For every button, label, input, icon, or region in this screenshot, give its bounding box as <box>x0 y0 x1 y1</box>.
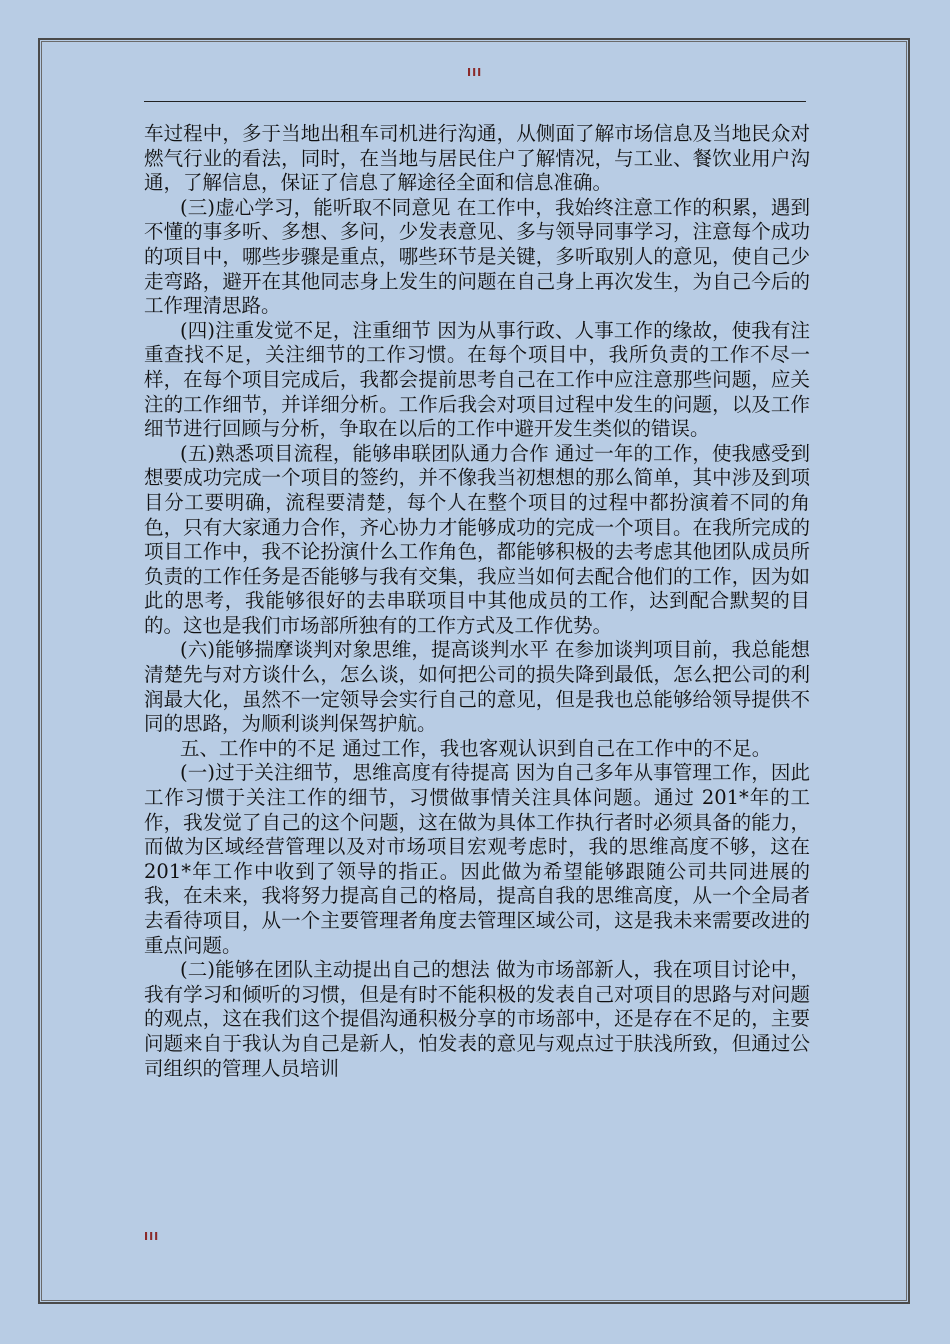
document-body <box>144 122 810 1081</box>
paragraph-section-6: (六)能够揣摩谈判对象思维，提高谈判水平 在参加谈判项目前，我总能想清楚先与对方谈什么，怎么谈，如何把公司的损失降到最低，怎么把公司的利润最大化，虽然不一定领导会实行自己的意见，但是我也总能够给领导提供不同的思路，为顺利谈判保驾护航。 <box>144 638 810 736</box>
paragraph-shortcoming-1: (一)过于关注细节，思维高度有待提高 因为自己多年从事管理工作，因此工作习惯于关注工作的细节，习惯做事情关注具体问题。通过 201*年的工作，我发觉了自己的这个问题，这在做为具体工作执行者时必须具备的能力，而做为区域经营管理以及对市场项目宏观考虑时，我的思维高度不够，这在 201*年工作中收到了领导的指正。因此做为希望能够跟随公司共同进展的我，在未来，我将努力提高自己的格局，提高自我的思维高度，从一个全局者去看待项目，从一个主要管理者角度去管理区域公司，这是我未来需要改进的重点问题。 <box>144 761 810 957</box>
header-rule <box>144 101 806 102</box>
paragraph-continuation: 车过程中，多于当地出租车司机进行沟通，从侧面了解市场信息及当地民众对燃气行业的看法，同时，在当地与居民住户了解情况，与工业、餐饮业用户沟通，了解信息，保证了信息了解途径全面和信息准确。 <box>144 122 810 195</box>
header-mark: III <box>467 66 483 79</box>
paragraph-shortcoming-2: (二)能够在团队主动提出自己的想法 做为市场部新人，我在项目讨论中，我有学习和倾听的习惯，但是有时不能积极的发表自己对项目的思路与对问题的观点，这在我们这个提倡沟通积极分享的市场部中，还是存在不足的，主要问题来自于我认为自己是新人，怕发表的意见与观点过于肤浅所致，但通过公司组织的管理人员培训 <box>144 958 810 1080</box>
paragraph-section-4: (四)注重发觉不足，注重细节 因为从事行政、人事工作的缘故，使我有注重查找不足，关注细节的工作习惯。在每个项目中，我所负责的工作不尽一样，在每个项目完成后，我都会提前思考自己在工作中应注意那些问题，应关注的工作细节，并详细分析。工作后我会对项目过程中发生的问题，以及工作细节进行回顾与分析，争取在以后的工作中避开发生类似的错误。 <box>144 318 810 441</box>
footer-mark: III <box>144 1230 160 1243</box>
paragraph-section-3: (三)虚心学习，能听取不同意见 在工作中，我始终注意工作的积累，遇到不懂的事多听、多想、多问，少发表意见、多与领导同事学习，注意每个成功的项目中，哪些步骤是重点，哪些环节是关键，多听取别人的意见，使自己少走弯路，避开在其他同志身上发生的问题在自己身上再次发生，为自己今后的工作理清思路。 <box>144 195 810 318</box>
paragraph-shortcomings-heading: 五、工作中的不足 通过工作，我也客观认识到自己在工作中的不足。 <box>180 736 772 760</box>
paragraph-section-5: (五)熟悉项目流程，能够串联团队通力合作 通过一年的工作，使我感受到想要成功完成一个项目的签约，并不像我当初想想的那么简单，其中涉及到项目分工要明确，流程要清楚，每个人在整个项目的过程中都扮演着不同的角色，只有大家通力合作，齐心协力才能够成功的完成一个项目。在我所完成的项目工作中，我不论扮演什么工作角色，都能够积极的去考虑其他团队成员所负责的工作任务是否能够与我有交集，我应当如何去配合他们的工作，因为如此的思考，我能够很好的去串联项目中其他成员的工作，达到配合默契的目的。这也是我们市场部所独有的工作方式及工作优势。 <box>144 441 810 637</box>
